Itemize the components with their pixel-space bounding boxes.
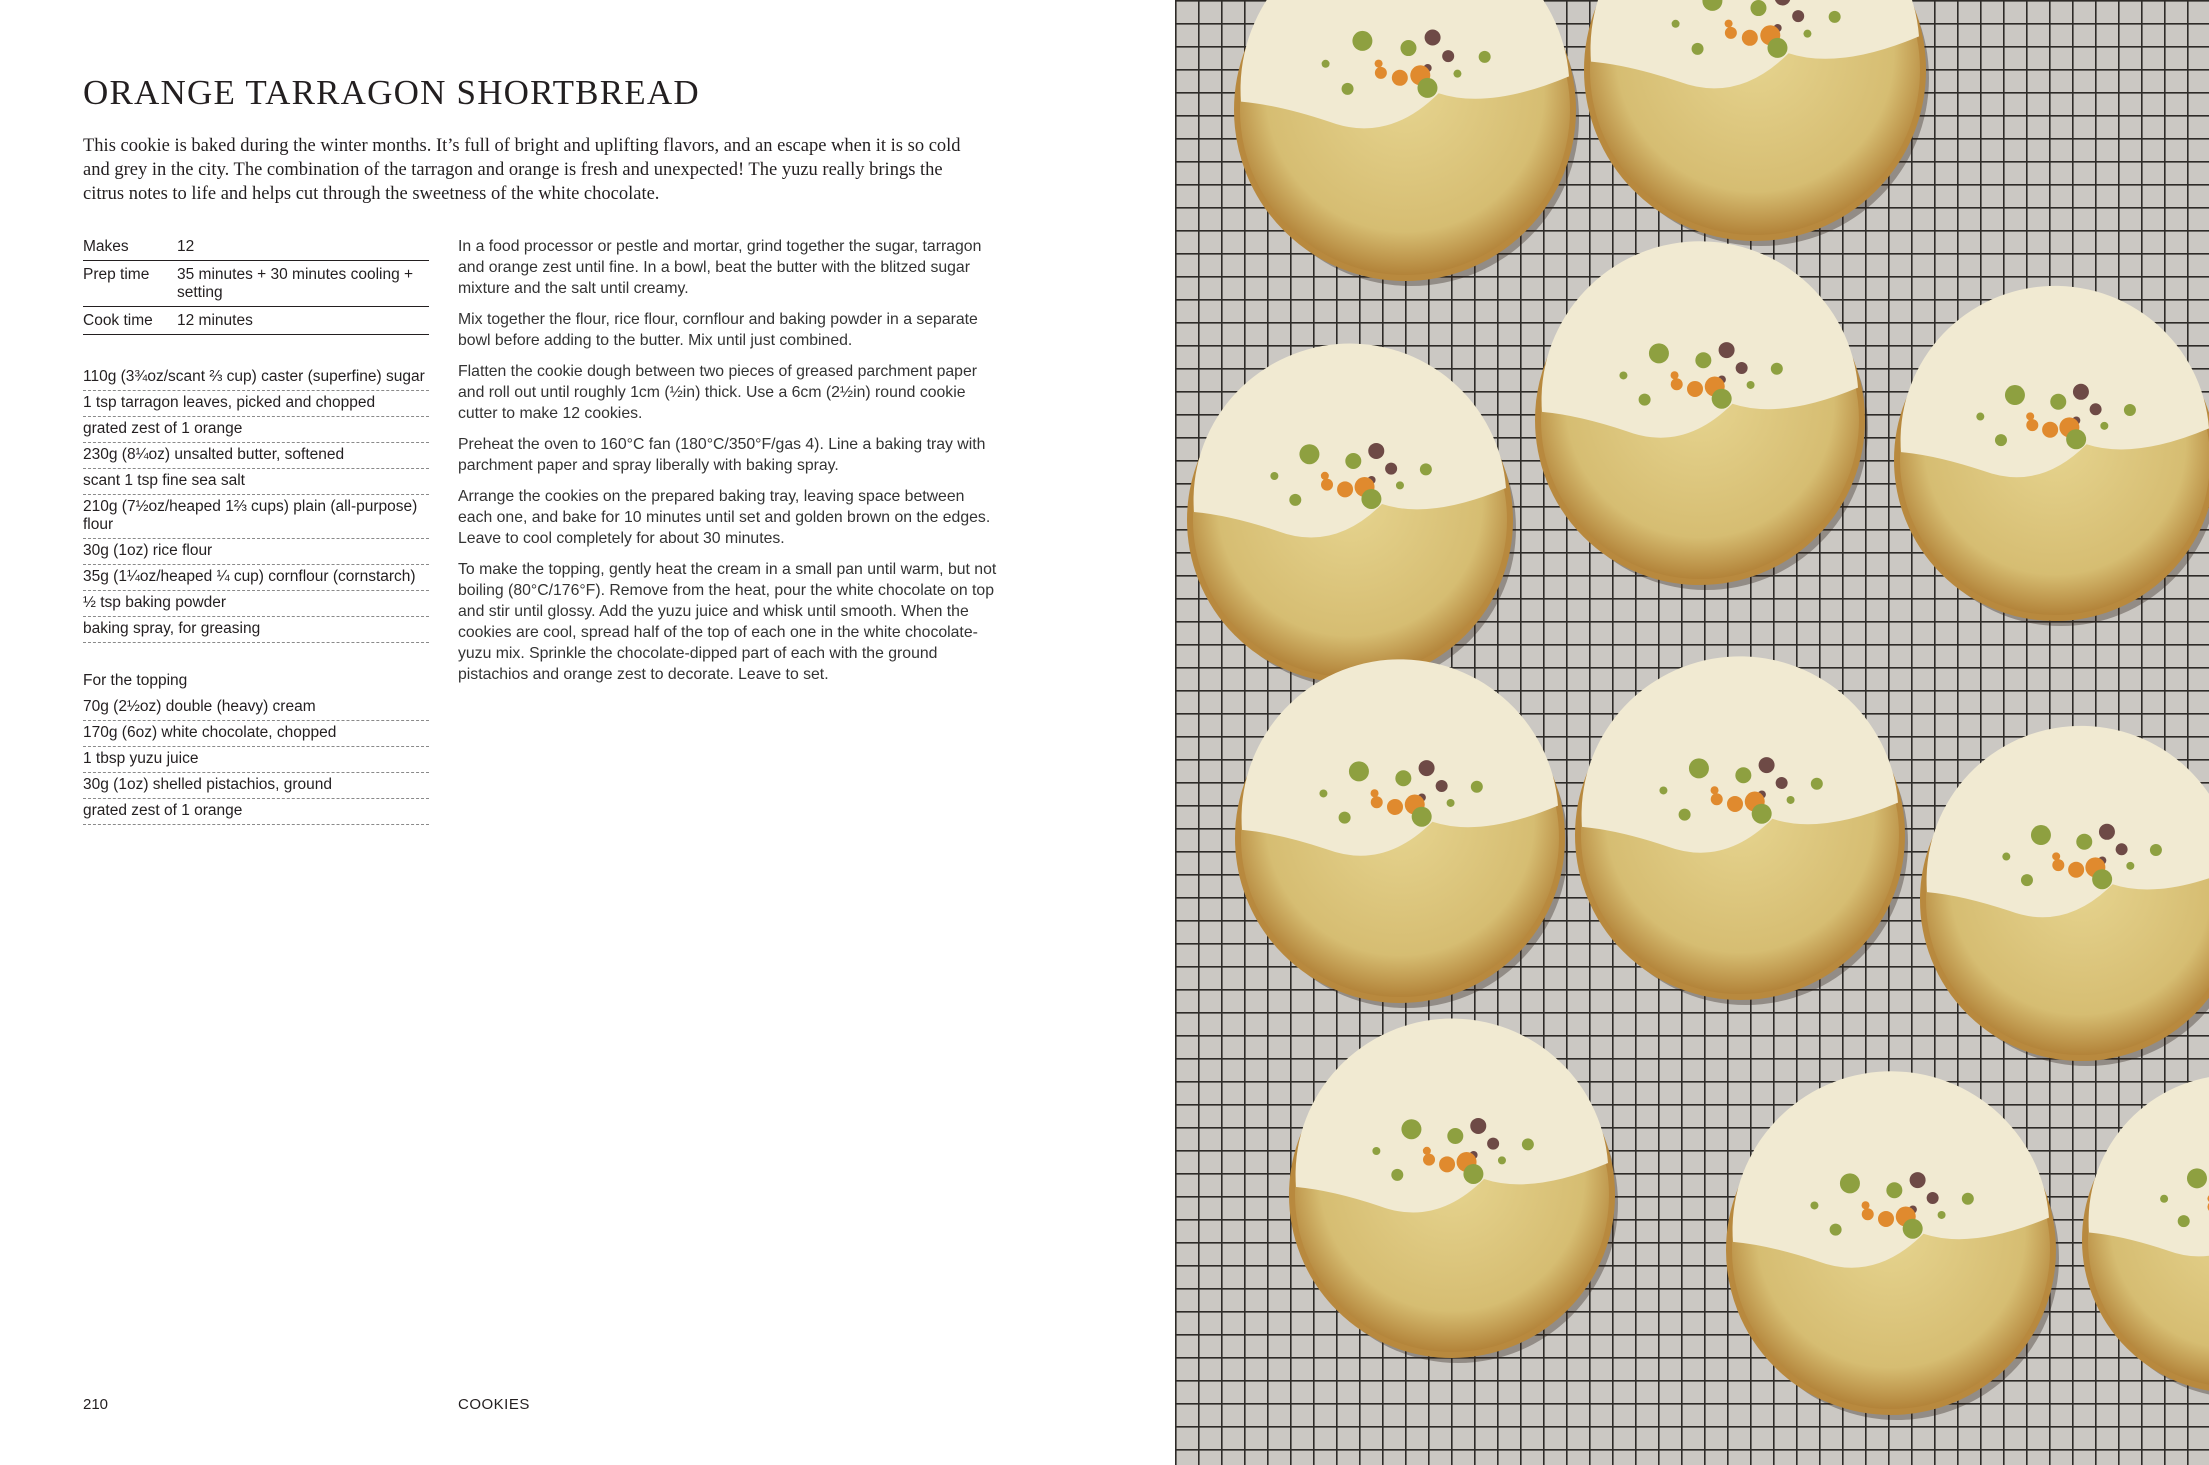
topping-item: 1 tbsp yuzu juice [83,747,429,773]
ingredient-item: 30g (1oz) rice flour [83,539,429,565]
topping-item: 170g (6oz) white chocolate, chopped [83,721,429,747]
topping-heading: For the topping [83,672,188,689]
topping-item: 70g (2½oz) double (heavy) cream [83,695,429,721]
recipe-title: ORANGE TARRAGON SHORTBREAD [83,73,700,112]
cookie [1897,286,2209,626]
page-number: 210 [83,1396,109,1413]
meta-value: 12 [177,238,195,255]
method-column [458,236,998,695]
meta-value: 12 minutes [177,312,253,329]
meta-value: 35 minutes + 30 minutes cooling + setting [177,266,414,301]
ingredient-item: scant 1 tsp fine sea salt [83,469,429,495]
method-step: Mix together the flour, rice flour, cornflour and baking powder in a separate bowl before adding to the butter. Mix until just combined. [458,311,978,349]
ingredient-item: 35g (1¼oz/heaped ¼ cup) cornflour (cornstarch) [83,565,429,591]
ingredient-item: ½ tsp baking powder [83,591,429,617]
section-name: COOKIES [458,1396,530,1413]
meta-label: Prep time [83,266,150,283]
topping-item: grated zest of 1 orange [83,799,429,825]
ingredient-item: 210g (7½oz/heaped 1⅔ cups) plain (all-purpose) flour [83,495,429,539]
cookie-photo-illustration [1175,0,2209,1465]
method-step: In a food processor or pestle and mortar, grind together the sugar, tarragon and orange zest until fine. In a bowl, beat the butter with the blitzed sugar mixture and the salt until creamy. [458,238,982,297]
meta-label: Cook time [83,312,153,329]
recipe-intro: This cookie is baked during the winter months. It’s full of bright and uplifting flavors, and an escape when it is so cold and grey in the city. The combination of the tarragon and orange is fresh and unexpected! The yuzu really brings the citrus notes to life and helps cut through the sweetness of the white chocolate. [83,136,961,204]
ingredient-item: baking spray, for greasing [83,617,429,643]
method-step: Preheat the oven to 160°C fan (180°C/350°F/gas 4). Line a baking tray with parchment paper and spray liberally with baking spray. [458,436,986,474]
meta-row-makes [83,236,429,261]
recipe-details-column [83,236,429,825]
cookie-photo [1175,0,2209,1465]
meta-row-cook-time [83,310,429,335]
topping-list [83,695,429,825]
method-step: To make the topping, gently heat the cream in a small pan until warm, but not boiling (80°C/176°F). Remove from the heat, pour the white chocolate on top and stir until glossy. Add the yuzu juice and whisk until smooth. When the cookies are cool, spread half of the top of each one in the white chocolate-yuzu mix. Sprinkle the chocolate-dipped part of each with the ground pistachios and orange zest to decorate. Leave to set. [458,561,997,683]
topping-item: 30g (1oz) shelled pistachios, ground [83,773,429,799]
method-step: Arrange the cookies on the prepared baking tray, leaving space between each one, and bake for 10 minutes until set and golden brown on the edges. Leave to cool completely for about 30 minutes. [458,488,991,547]
ingredient-item: 230g (8¼oz) unsalted butter, softened [83,443,429,469]
meta-label: Makes [83,238,129,255]
ingredient-list [83,365,429,643]
ingredient-item: 110g (3¾oz/scant ⅔ cup) caster (superfine) sugar [83,365,429,391]
ingredient-item: 1 tsp tarragon leaves, picked and chopped [83,391,429,417]
ingredient-item: grated zest of 1 orange [83,417,429,443]
meta-row-prep-time [83,264,429,307]
method-step: Flatten the cookie dough between two pieces of greased parchment paper and roll out until roughly 1cm (½in) thick. Use a 6cm (2½in) round cookie cutter to make 12 cookies. [458,363,977,422]
